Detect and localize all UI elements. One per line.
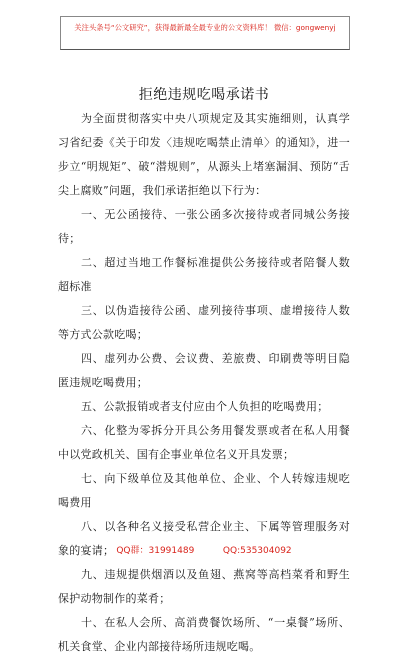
pledge-item-10: 十、在私人会所、高消费餐饮场所、“一桌餐”场所、机关食堂、企业内部接待场所违规吃喝。	[58, 616, 350, 653]
pledge-item-1: 一、无公函接待、一张公函多次接待或者同城公务接待；	[58, 208, 350, 245]
document-body	[58, 107, 350, 659]
pledge-item-4: 四、虚列办公费、会议费、差旅费、印刷费等明目隐匿违规吃喝费用；	[58, 352, 350, 389]
pledge-item-3: 三、以伪造接待公函、虚列接待事项、虚增接待人数等方式公款吃喝；	[58, 304, 350, 341]
document-title: 拒绝违规吃喝承诺书	[138, 87, 270, 103]
intro-paragraph: 为全面贯彻落实中央八项规定及其实施细则，认真学习省纪委《关于印发〈违规吃喝禁止清单〉的通知》，进一步立“明规矩”、破“潜规则”，从源头上堵塞漏洞、预防“舌尖上腐败”问题，我们承诺拒绝以下行为：	[58, 112, 350, 197]
pledge-item-8: 八、以各种名义接受私营企业主、下属等管理服务对象的宴请；	[58, 520, 350, 557]
pledge-item-6: 六、化整为零拆分开具公务用餐发票或者在私人用餐中以党政机关、国有企事业单位名义开具发票；	[58, 424, 350, 461]
pledge-item-7: 七、向下级单位及其他单位、企业、个人转嫁违规吃喝费用	[58, 472, 350, 509]
promo-banner	[60, 16, 350, 50]
pledge-item-9: 九、违规提供烟酒以及鱼翅、燕窝等高档菜肴和野生保护动物制作的菜肴；	[58, 568, 350, 605]
pledge-item-2: 二、超过当地工作餐标准提供公务接待或者陪餐人数超标准	[58, 256, 350, 293]
promo-banner-text: 关注头条号“公文研究”，获得最新最全最专业的公文资料库！ 微信：gongwenyj	[74, 23, 336, 32]
contact-footer: QQ群：31991489 QQ:535304092	[116, 546, 292, 556]
pledge-item-5: 五、公款报销或者支付应由个人负担的吃喝费用；	[81, 400, 329, 413]
